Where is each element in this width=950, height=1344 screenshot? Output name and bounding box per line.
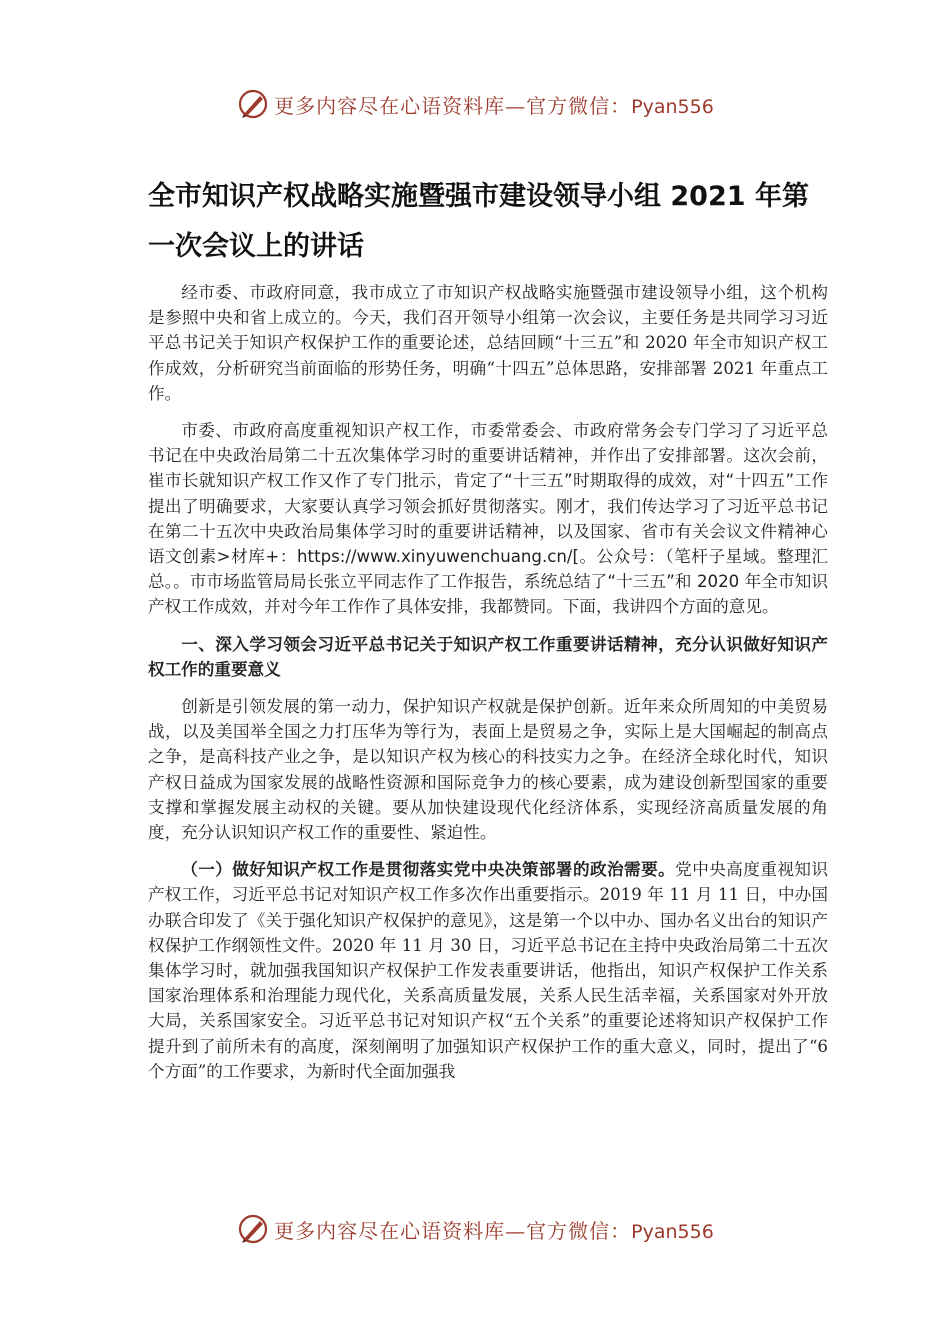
paragraph-background: 市委、市政府高度重视知识产权工作，市委常委会、市政府常务会专门学习了习近平总书记在中央政治局第二十五次集体学习时的重要讲话精神，并作出了安排部署。这次会前，崔市长就知识产权工作又作了专门批示，肯定了“十三五”时期取得的成效，对“十四五”工作提出了明确要求，大家要认真学习领会抓好贯彻落实。刚才，我们传达学习了习近平总书记在第二十五次中央政治局集体学习时的重要讲话精神，以及国家、省市有关会议文件精神心语文创素>材库+：https://www.xinyuwenchuang.cn/[。公众号：（笔杆子星域。整理汇总。。市市场监管局局长张立平同志作了工作报告，系统总结了“十三五”和 2020 年全市知识产权工作成效，并对今年工作作了具体安排，我都赞同。下面，我讲四个方面的意见。 — [148, 421, 828, 617]
footer-watermark-banner — [0, 1209, 950, 1249]
document-body — [148, 280, 828, 1096]
page-title: 全市知识产权战略实施暨强市建设领导小组 2021 年第一次会议上的讲话 — [148, 181, 809, 262]
subheading-1: （一）做好知识产权工作是贯彻落实党中央决策部署的政治需要。 — [181, 860, 676, 880]
section-heading-1: 一、深入学习领会习近平总书记关于知识产权工作重要讲话精神，充分认识做好知识产权工作的重要意义 — [148, 634, 828, 679]
banner-wechat-id: Pyan556 — [631, 95, 714, 118]
header-watermark-banner — [0, 84, 950, 124]
banner-text: 更多内容尽在心语资料库—官方微信： — [274, 1218, 632, 1243]
banner-text: 更多内容尽在心语资料库—官方微信： — [274, 93, 632, 118]
pen-logo-icon — [236, 87, 270, 121]
paragraph-intro: 经市委、市政府同意，我市成立了市知识产权战略实施暨强市建设领导小组，这个机构是参照中央和省上成立的。今天，我们召开领导小组第一次会议，主要任务是共同学习习近平总书记关于知识产权保护工作的重要论述，总结回顾“十三五”和 2020 年全市知识产权工作成效，分析研究当前面临的形势任务，明确“十四五”总体思路，安排部署 2021 年重点工作。 — [148, 283, 828, 403]
pen-logo-icon — [236, 1212, 270, 1246]
paragraph-political-need-text: 党中央高度重视知识产权工作，习近平总书记对知识产权工作多次作出重要指示。2019 年 11 月 11 日，中办国办联合印发了《关于强化知识产权保护的意见》，这是第一个以中办、国办名义出台的知识产权保护工作纲领性文件。2020 年 11 月 30 日，习近平总书记在主持中央政治局第二十五次集体学习时，就加强我国知识产权保护工作发表重要讲话，他指出，知识产权保护工作关系国家治理体系和治理能力现代化，关系高质量发展，关系人民生活幸福，关系国家对外开放大局，关系国家安全。习近平总书记对知识产权“五个关系”的重要论述将知识产权保护工作提升到了前所未有的高度，深刻阐明了加强知识产权保护工作的重大意义，同时，提出了“6 个方面”的工作要求，为新时代全面加强我 — [148, 860, 829, 1081]
paragraph-political-need — [148, 857, 828, 1084]
banner-wechat-id: Pyan556 — [631, 1220, 714, 1243]
paragraph-innovation: 创新是引领发展的第一动力，保护知识产权就是保护创新。近年来众所周知的中美贸易战，以及美国举全国之力打压华为等行为，表面上是贸易之争，实际上是大国崛起的制高点之争，是高科技产业之争，是以知识产权为核心的科技实力之争。在经济全球化时代，知识产权日益成为国家发展的战略性资源和国际竞争力的核心要素，成为建设创新型国家的重要支撑和掌握发展主动权的关键。要从加快建设现代化经济体系，实现经济高质量发展的角度，充分认识知识产权工作的重要性、紧迫性。 — [148, 697, 828, 843]
